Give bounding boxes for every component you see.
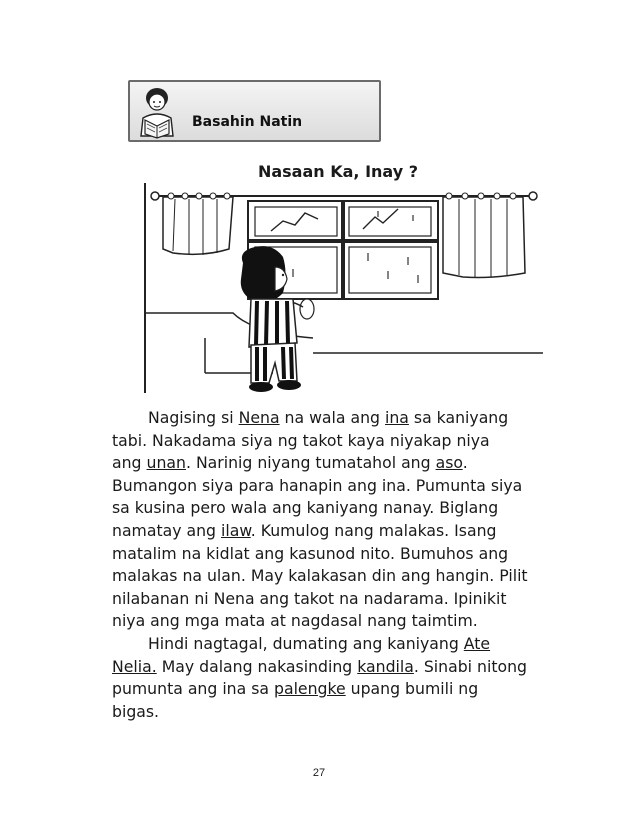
page-number: 27	[312, 767, 326, 779]
text-line: pumunta ang ina sa palengke upang bumili ng	[112, 679, 479, 699]
text-line: niya ang mga mata at nagdasal nang taimtim.	[112, 611, 478, 631]
vocab-word: unan	[146, 453, 186, 473]
story-title: Nasaan Ka, Inay ?	[257, 162, 419, 181]
story-text	[112, 407, 572, 723]
text-line: sa kusina pero wala ang kaniyang nanay. Biglang	[112, 498, 499, 518]
text-line: Nagising si Nena na wala ang ina sa kaniyang	[148, 408, 509, 427]
text-line: nilabanan ni Nena ang takot na nadarama. Ipinikit	[112, 588, 507, 608]
text-line: Nelia. May dalang nakasinding kandila. Sinabi nitong	[112, 656, 527, 676]
text-line: bigas.	[112, 701, 160, 721]
vocab-word: aso	[435, 453, 463, 473]
vocab-word: palengke	[274, 679, 346, 699]
vocab-word: Nelia.	[112, 656, 157, 676]
text-line: tabi. Nakadama siya ng takot kaya niyakap niya	[112, 430, 490, 450]
banner-title: Basahin Natin	[192, 114, 303, 130]
text-line: ang unan. Narinig niyang tumatahol ang aso.	[112, 453, 468, 473]
text-line: Bumangon siya para hanapin ang ina. Pumunta siya	[112, 475, 523, 495]
vocab-word: ilaw	[221, 520, 251, 540]
vocab-word: Ate	[463, 633, 491, 653]
text-line: namatay ang ilaw. Kumulog nang malakas. Isang	[112, 520, 497, 540]
child-reading-icon	[133, 84, 189, 140]
text-line: malakas na ulan. May kalakasan din ang hangin. Pilit	[112, 566, 528, 586]
text-line: Hindi nagtagal, dumating ang kaniyang Ate	[148, 633, 491, 653]
vocab-word: ina	[385, 408, 409, 427]
vocab-word: kandila	[357, 656, 414, 676]
vocab-word: Nena	[238, 408, 280, 427]
girl-at-window-illustration	[143, 183, 543, 401]
text-line: matalim na kidlat ang kasunod nito. Bumuhos ang	[112, 543, 509, 563]
